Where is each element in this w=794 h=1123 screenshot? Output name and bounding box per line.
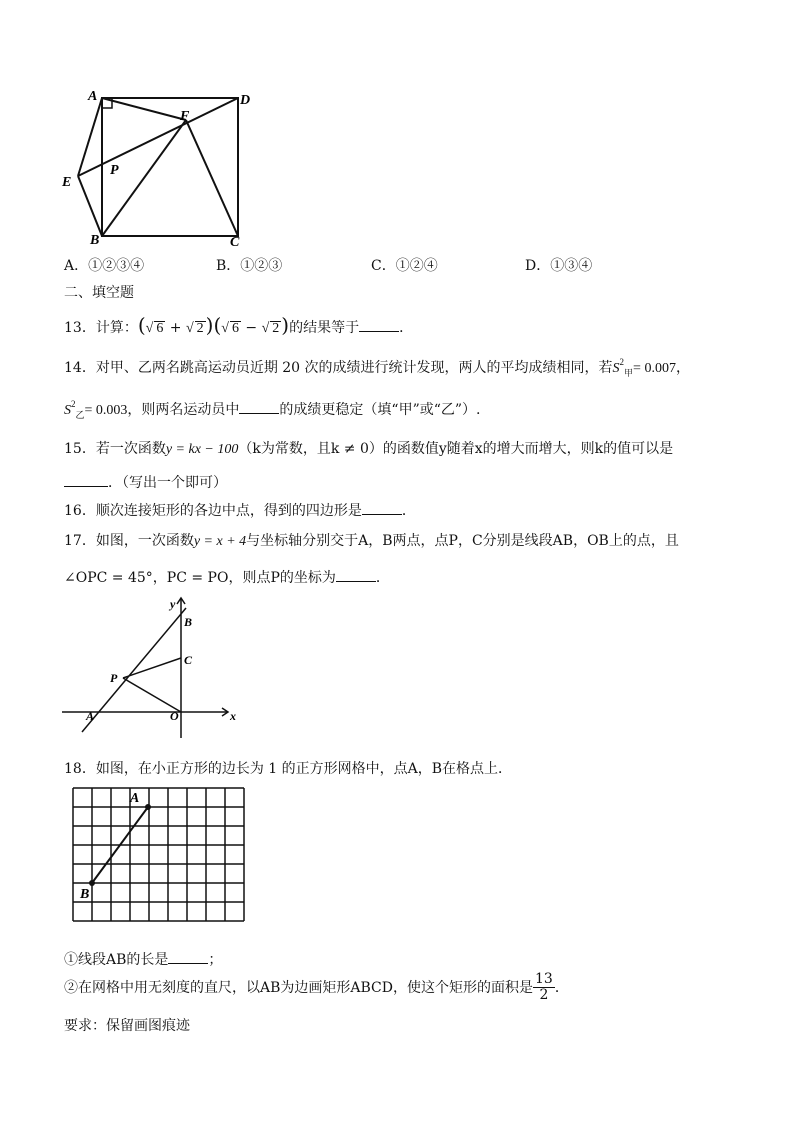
question-18: 18．如图，在小正方形的边长为 1 的正方形网格中，点A，B在格点上． [64, 761, 513, 777]
label-p: P [110, 671, 118, 685]
square-abcd [102, 98, 238, 236]
segment-fc [186, 120, 238, 236]
label-y: y [170, 597, 176, 611]
q15-tail: ．（写出一个即可） [108, 475, 227, 491]
q18-part1-text: ①线段AB的长是 [64, 952, 169, 968]
fraction-13-over-2: $\frac{13}{2}$ [535, 971, 553, 1004]
q14-mid: ，则两名运动员中 [127, 402, 240, 418]
grid-figure [66, 780, 254, 940]
square-figure [58, 84, 258, 254]
segment-pc [123, 658, 181, 678]
q14-end: 的成绩更稳定（填“甲”或“乙”）. [279, 402, 481, 418]
question-14-line2: $S^2_乙= 0.003$，则两名运动员中 的成绩更稳定（填“甲”或“乙”）. [64, 399, 481, 420]
option-c[interactable]: C．①②④ [371, 258, 438, 274]
q18-part2-text: ②在网格中用无刻度的直尺，以AB为边画矩形ABCD，使这个矩形的面积是 [64, 979, 533, 996]
label-p: P [110, 163, 119, 178]
question-17-line2 [64, 568, 390, 585]
q13-radicand-2b: 2 [272, 321, 280, 336]
question-15-line1 [64, 442, 673, 457]
q17-expr: y = x + 4 [193, 534, 247, 549]
option-d[interactable]: D．①③④ [525, 258, 593, 274]
question-18-part2 [64, 972, 569, 1004]
question-17-line1 [64, 534, 679, 549]
q13-radicand-2: 2 [196, 321, 204, 336]
label-x: x [230, 709, 236, 723]
q14-text: 14．对甲、乙两名跳高运动员近期 20 次的成绩进行统计发现，两人的平均成绩相同，若 [64, 360, 613, 376]
point-b [89, 880, 95, 886]
q17-blank[interactable] [336, 568, 376, 582]
q17-end: ． [375, 570, 390, 586]
q13-radicand-6: 6 [156, 321, 164, 336]
q13-blank[interactable] [359, 318, 399, 332]
q13-suffix: 的结果等于 [289, 320, 360, 336]
question-14-line1: 14．对甲、乙两名跳高运动员近期 20 次的成绩进行统计发现，两人的平均成绩相同，若$S^2_甲= 0.007$， [64, 357, 690, 378]
section-title: 二、填空题 [64, 285, 134, 301]
q13-prefix: 13．计算： [64, 320, 138, 336]
label-a: A [86, 709, 95, 723]
segment-eb [78, 176, 102, 236]
segment-po [123, 678, 181, 712]
q17-rest: 与坐标轴分别交于A，B两点，点P，C分别是线段AB，OB上的点，且 [246, 533, 679, 549]
question-18-part1 [64, 950, 222, 967]
q14-yi-value: = 0.003 [84, 403, 128, 418]
segment-af [102, 98, 186, 120]
label-c: C [230, 235, 240, 250]
q15-blank[interactable] [64, 473, 108, 487]
q18-blank[interactable] [168, 950, 208, 964]
label-b: B [184, 615, 193, 629]
label-b: B [80, 887, 90, 902]
label-a: A [130, 791, 140, 806]
q13-end: ． [399, 320, 414, 336]
q15-mid: （k为常数，且k ≠ 0）的函数值y随着x的增大而增大，则k的值可以是 [238, 441, 674, 457]
label-c: C [184, 653, 193, 667]
q17-condition: ∠OPC = 45°，PC = PO，则点P的坐标为 [64, 570, 336, 586]
label-a: A [88, 89, 98, 104]
q14-sub-yi: 乙 [75, 410, 85, 420]
option-b[interactable]: B．①②③ [216, 258, 283, 274]
q14-jia-value: = 0.007 [633, 361, 676, 376]
q14-sub-jia: 甲 [624, 368, 634, 378]
q18-part1-end: ； [208, 952, 223, 968]
label-f: F [180, 109, 190, 124]
q16-text: 16．顺次连接矩形的各边中点，得到的四边形是 [64, 503, 362, 519]
label-e: E [62, 175, 72, 190]
q16-end: ． [401, 503, 416, 519]
segment-bf [102, 120, 186, 236]
question-15-line2 [64, 473, 227, 490]
label-b: B [90, 233, 100, 248]
question-13: 13．计算：(√ 6 + √ 2 )(√ 6 − √ 2 )的结果等于 ． [64, 313, 414, 337]
label-o: O [170, 709, 179, 723]
point-a [145, 804, 151, 810]
label-d: D [240, 93, 251, 108]
coordinate-figure [58, 592, 248, 742]
q15-intro: 15．若一次函数 [64, 441, 166, 457]
option-a[interactable]: A．①②③④ [64, 258, 145, 274]
q14-comma: ， [675, 360, 690, 376]
q15-expr: y = kx − 100 [165, 442, 239, 457]
question-18-requirement: 要求：保留画图痕迹 [64, 1018, 190, 1034]
q18-part2-end: ． [554, 979, 569, 996]
q13-radicand-6b: 6 [231, 321, 239, 336]
q16-blank[interactable] [362, 501, 402, 515]
question-16 [64, 501, 416, 518]
q17-intro: 17．如图，一次函数 [64, 533, 194, 549]
q14-blank[interactable] [239, 400, 279, 414]
segment-ae [78, 98, 102, 176]
